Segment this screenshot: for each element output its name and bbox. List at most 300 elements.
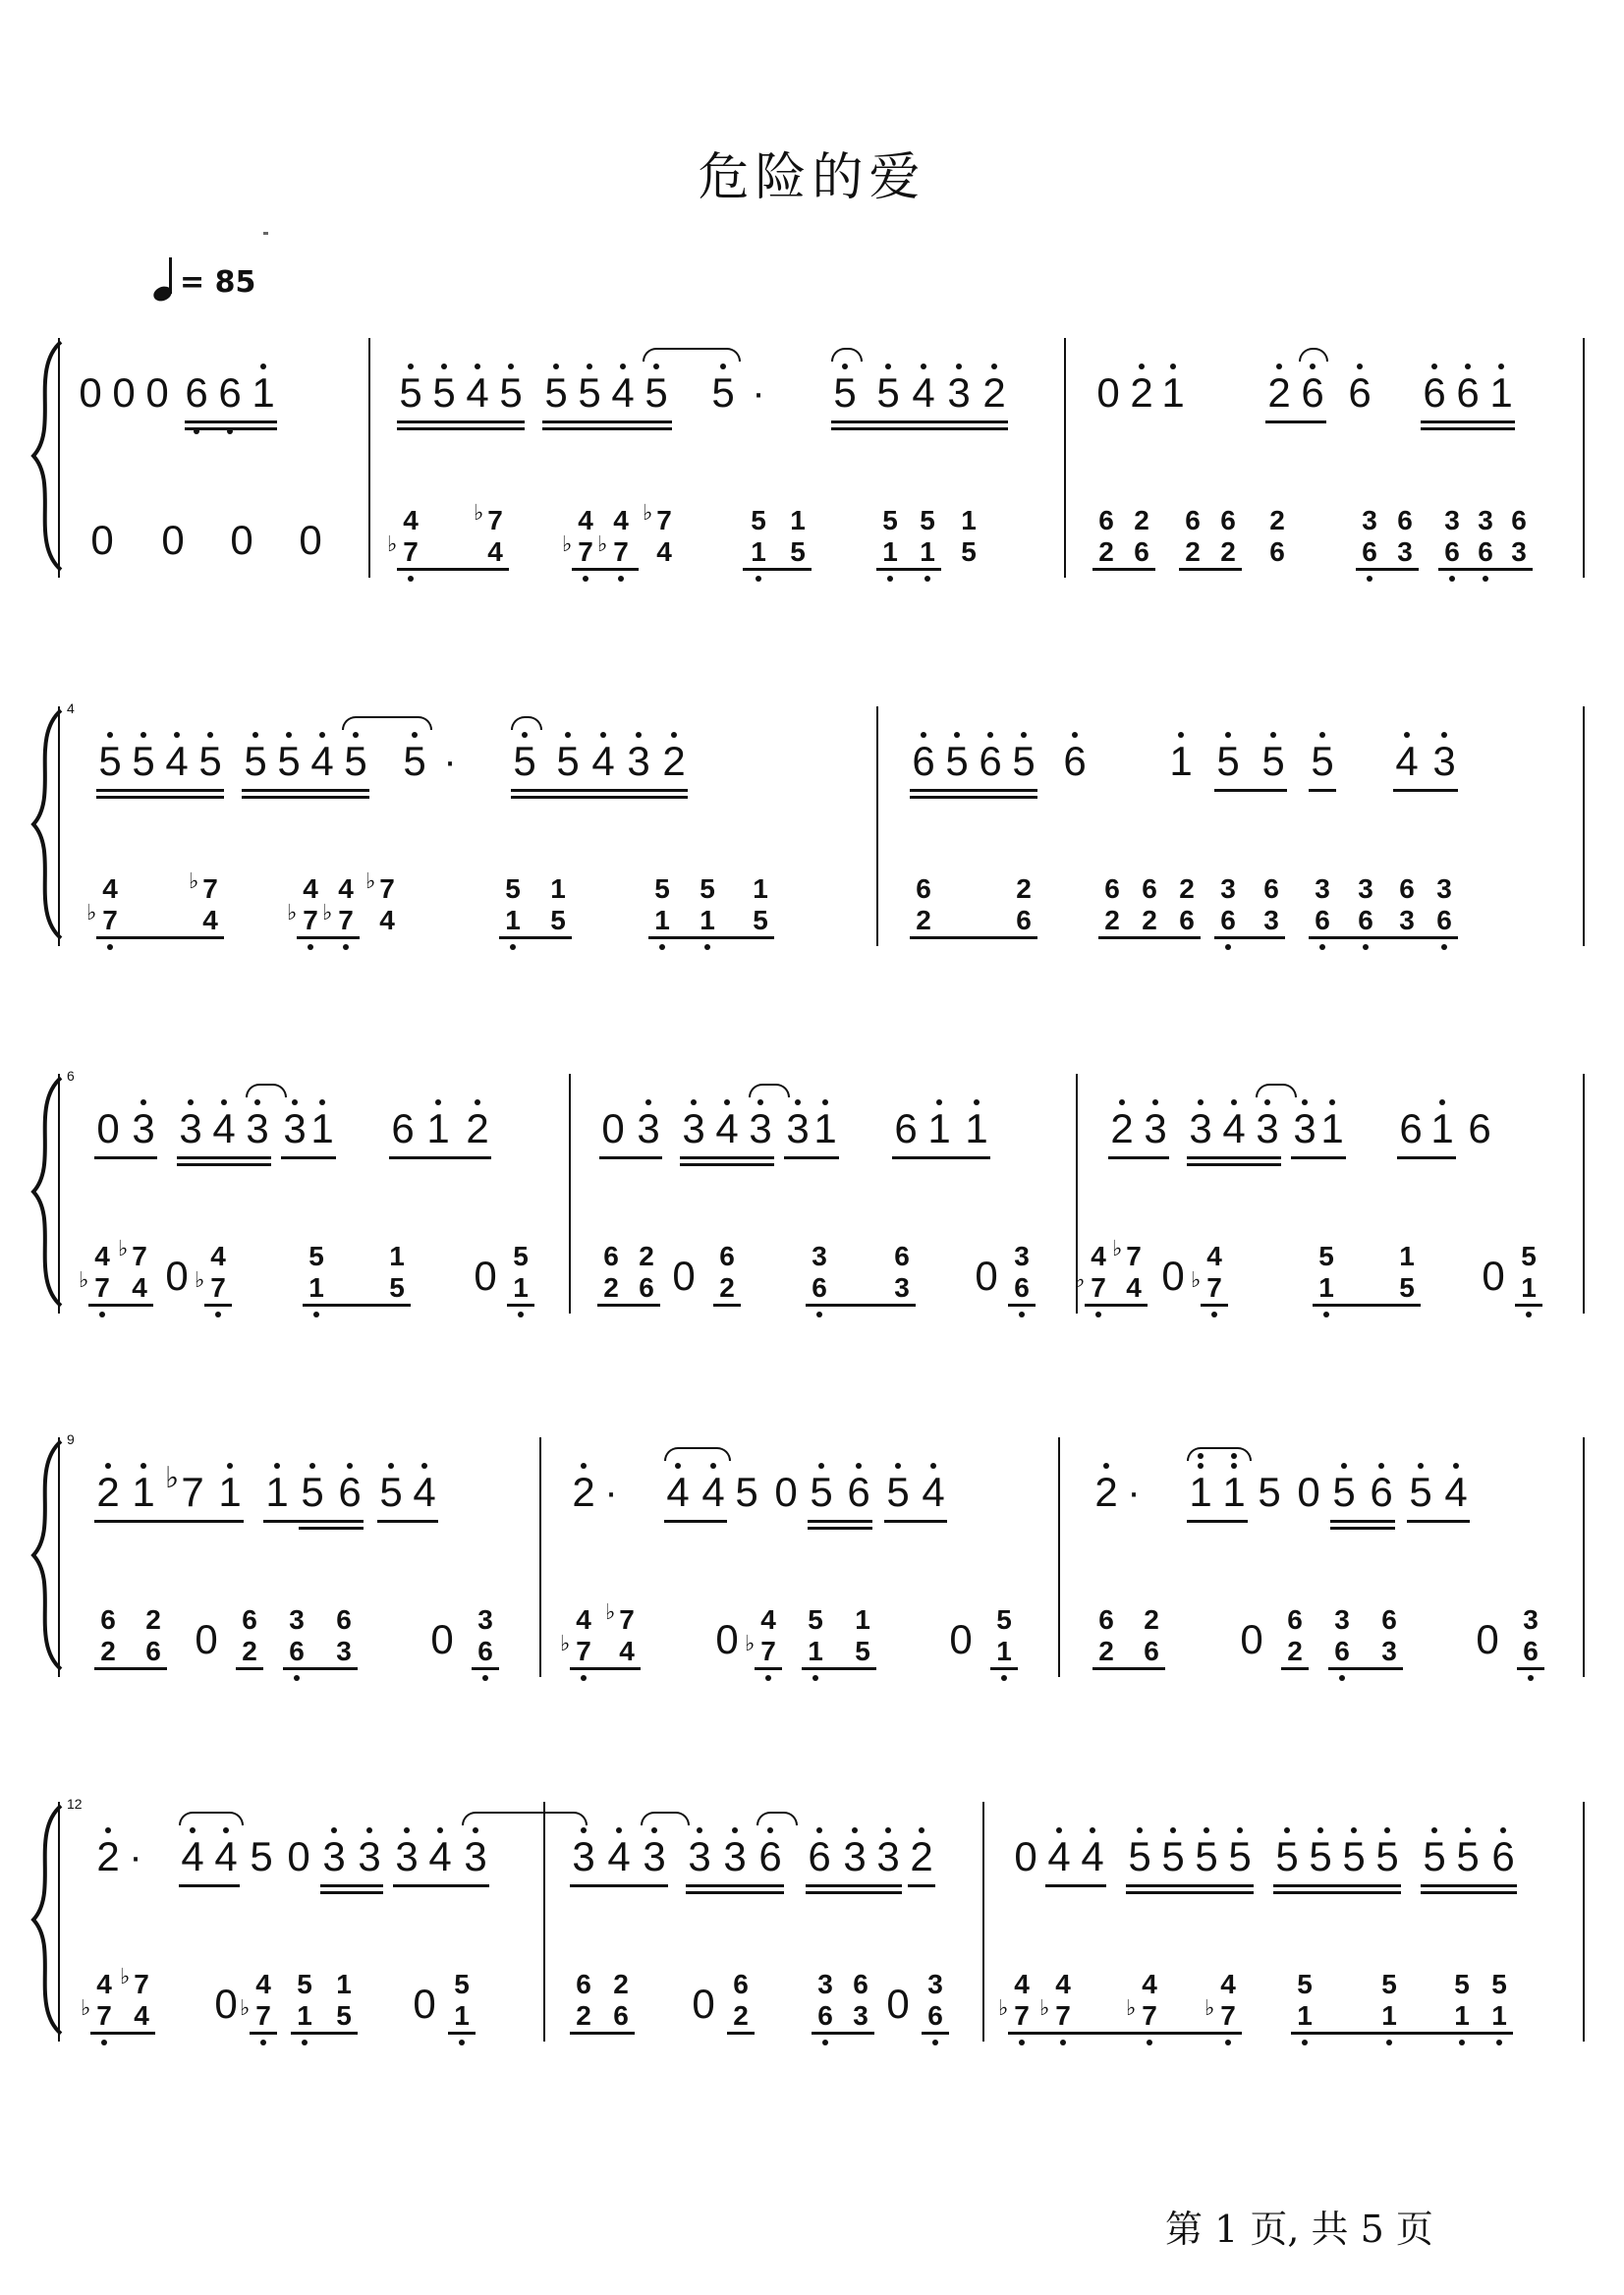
- beam-line: [499, 936, 572, 939]
- beam-line: [320, 1891, 383, 1894]
- chord-note-upper: 6: [853, 1969, 868, 1999]
- note-digit: 5: [297, 1469, 328, 1516]
- beam-line: [831, 420, 1008, 423]
- chord-note-upper: 5: [882, 505, 898, 535]
- note-digit: 1: [248, 369, 279, 417]
- beam-line: [94, 1667, 167, 1670]
- note-digit: 4: [607, 369, 639, 417]
- chord-note-lower: 7 ♭: [204, 1272, 232, 1304]
- beam-line: [1438, 568, 1533, 571]
- octave-dot-below: [302, 2040, 308, 2045]
- beam-line: [448, 2032, 476, 2035]
- note-digit: 5: [340, 738, 371, 785]
- flat-sign: ♭: [1075, 1267, 1086, 1293]
- note-digit: 5: [1338, 1833, 1370, 1880]
- chord-note-lower: 7 ♭: [1049, 2000, 1077, 2032]
- chord-note-lower: 2: [576, 2000, 591, 2031]
- octave-dot-above: [930, 1463, 936, 1469]
- chord-stack: [1138, 1604, 1165, 1667]
- octave-dot-above: [620, 364, 626, 369]
- beam-line: [1126, 1884, 1254, 1887]
- chord-note-lower: 1: [745, 536, 772, 568]
- flat-sign: ♭: [1191, 1267, 1202, 1293]
- score-system: [0, 1429, 1624, 1695]
- chord-stack: [1505, 505, 1533, 568]
- chord-note-upper: 1: [336, 1969, 352, 1999]
- flat-sign: ♭: [605, 1599, 616, 1625]
- score-system: [0, 330, 1624, 595]
- octave-dot-above: [1431, 364, 1437, 369]
- flat-sign: ♭: [240, 1995, 251, 2021]
- note-digit: 4: [1391, 738, 1423, 785]
- note-digit: 0: [1240, 1616, 1263, 1662]
- chord-note-lower: 2: [1185, 536, 1201, 567]
- note-digit: 1: [961, 1105, 992, 1152]
- chord-stack: [597, 1241, 625, 1304]
- beam-line: [831, 427, 1008, 430]
- chord-note-lower: 5: [790, 536, 806, 567]
- note-digit: 6: [391, 1105, 415, 1151]
- chord-note-upper: 1: [389, 1241, 405, 1271]
- note-digit: 0: [1014, 1833, 1037, 1879]
- note-digit: 3: [1140, 1105, 1171, 1152]
- note-digit: 6: [214, 369, 246, 417]
- brace-icon: [33, 1441, 61, 1669]
- octave-dot-above: [441, 364, 447, 369]
- beam-line: [179, 1884, 240, 1887]
- note-digit: 5: [872, 369, 904, 417]
- note-digit: 4: [1218, 1105, 1250, 1152]
- octave-dot-above: [553, 364, 559, 369]
- octave-dot-below: [1459, 2040, 1465, 2045]
- octave-dot-above: [1231, 1099, 1237, 1105]
- octave-dot-below: [1225, 944, 1231, 950]
- chord-note-lower: 7 ♭: [1214, 2000, 1242, 2032]
- octave-dot-above: [475, 1099, 480, 1105]
- flat-sign: ♭: [998, 1995, 1009, 2021]
- octave-dot-below: [1386, 2040, 1392, 2045]
- note-digit: 6: [1399, 1105, 1423, 1151]
- note-digit: 1: [1165, 738, 1197, 785]
- octave-dot-above: [991, 364, 997, 369]
- note-digit: 6: [755, 1833, 786, 1880]
- octave-dot-above: [581, 1463, 587, 1469]
- beam-line: [1421, 1891, 1517, 1894]
- chord-note-upper: 5: [700, 873, 715, 904]
- brace-icon: [33, 1078, 61, 1306]
- chord-note-upper: 7 ♭: [196, 873, 224, 905]
- flat-sign: ♭: [165, 1461, 180, 1495]
- chord-note-lower: 7 ♭: [332, 905, 360, 936]
- octave-dot-above: [1500, 1827, 1506, 1833]
- flat-sign: ♭: [189, 868, 199, 894]
- beam-line: [1008, 2032, 1242, 2035]
- chord-note-lower: 7 ♭: [397, 536, 424, 568]
- octave-dot-below: [1483, 576, 1488, 582]
- beam-line: [1421, 1884, 1517, 1887]
- note-digit: 6: [1468, 1105, 1491, 1151]
- chord-note-lower: 6: [1352, 905, 1379, 936]
- note-digit: 3: [1185, 1105, 1216, 1152]
- chord-note-lower: 7 ♭: [755, 1636, 782, 1667]
- chord-note-lower: 1: [499, 905, 527, 936]
- chord-stack: [1328, 1604, 1356, 1667]
- chord-note-lower: 4: [202, 905, 218, 935]
- octave-dot-above: [319, 1099, 325, 1105]
- tempo-value: = 85: [180, 265, 256, 300]
- chord-note-lower: 6: [1517, 1636, 1544, 1667]
- chord-note-lower: 2: [603, 1272, 619, 1303]
- note-digit: 3: [242, 1105, 273, 1152]
- note-digit: 5: [94, 738, 126, 785]
- chord-note-upper: 4: [338, 873, 354, 904]
- chord-stack: [560, 1604, 597, 1667]
- chord-stack: [1126, 1969, 1163, 2032]
- note-digit: 4: [662, 1469, 694, 1516]
- note-digit: 4: [424, 1833, 456, 1880]
- note-digit: 4: [161, 738, 193, 785]
- chord-note-lower: 6: [806, 1272, 833, 1304]
- chord-note-lower: 7 ♭: [250, 2000, 277, 2032]
- beam-line: [570, 2032, 635, 2035]
- note-digit: 2: [906, 1833, 937, 1880]
- note-digit: 2: [1126, 369, 1157, 417]
- beam-line: [1273, 1891, 1401, 1894]
- chord-note-upper: 4: [1206, 1241, 1222, 1271]
- augmentation-dot: ·: [752, 371, 765, 415]
- chord-note-upper: 4: [255, 1969, 271, 1999]
- beam-line: [680, 1156, 774, 1159]
- note-digit: 5: [1258, 1469, 1281, 1515]
- note-digit: 0: [672, 1253, 696, 1299]
- beam-line: [1179, 568, 1242, 571]
- note-digit: 5: [1271, 1833, 1303, 1880]
- chord-note-lower: 2: [1098, 536, 1114, 567]
- chord-note-upper: 3: [1478, 505, 1493, 535]
- chord-stack: [1352, 873, 1379, 936]
- chord-stack: [747, 873, 774, 936]
- beam-line: [1517, 1667, 1544, 1670]
- note-digit: 4: [307, 738, 338, 785]
- chord-stack: [383, 1241, 411, 1304]
- beam-line: [806, 1891, 902, 1894]
- octave-dot-above: [767, 1827, 773, 1833]
- note-digit: 5: [1191, 1833, 1222, 1880]
- octave-dot-above: [388, 1463, 394, 1469]
- note-digit: 5: [509, 738, 540, 785]
- note-digit: 5: [1124, 1833, 1155, 1880]
- beam-line: [511, 796, 688, 799]
- chord-stack: [1258, 873, 1285, 936]
- note-digit: 5: [273, 738, 305, 785]
- octave-dot-above: [475, 364, 480, 369]
- chord-note-upper: 4: [96, 1969, 112, 1999]
- octave-dot-above: [188, 1099, 194, 1105]
- octave-dot-above: [412, 732, 418, 738]
- beam-line: [236, 1667, 263, 1670]
- beam-line: [291, 2032, 358, 2035]
- chord-note-lower: 6: [613, 2000, 629, 2031]
- octave-dot-above: [1453, 1463, 1459, 1469]
- octave-dot-above: [987, 732, 993, 738]
- flat-sign: ♭: [562, 532, 573, 557]
- octave-dot-above: [1404, 732, 1410, 738]
- beam-line: [96, 796, 224, 799]
- octave-dot-above: [919, 1827, 924, 1833]
- chord-stack: [1485, 1969, 1513, 2032]
- octave-dot-above: [1021, 732, 1027, 738]
- tie-arc: [342, 716, 432, 730]
- octave-dot-above: [1170, 364, 1176, 369]
- tempo-tick: [263, 232, 268, 235]
- note-digit: 4: [1043, 1833, 1075, 1880]
- chord-stack: [1179, 505, 1206, 568]
- chord-stack: [79, 1241, 116, 1304]
- note-digit: 4: [918, 1469, 949, 1516]
- octave-dot-above: [1357, 364, 1363, 369]
- chord-note-lower: 1: [876, 536, 904, 568]
- tie-arc: [664, 1447, 731, 1461]
- note-digit: 4: [711, 1105, 743, 1152]
- octave-dot-above: [1341, 1463, 1347, 1469]
- chord-stack: [118, 1236, 153, 1304]
- augmentation-dot: ·: [129, 1835, 142, 1878]
- note-digit: 5: [540, 369, 572, 417]
- chord-note-upper: 4: [576, 1604, 591, 1635]
- tie-arc: [641, 1812, 690, 1825]
- chord-stack: [990, 1604, 1018, 1667]
- beam-line: [1045, 1884, 1106, 1887]
- chord-stack: [998, 1969, 1036, 2032]
- octave-dot-below: [1001, 1675, 1007, 1681]
- octave-dot-below: [765, 1675, 771, 1681]
- note-digit: 5: [1307, 738, 1338, 785]
- chord-stack: [1092, 505, 1120, 568]
- beam-line: [876, 568, 941, 571]
- chord-note-upper: 5: [1454, 1969, 1470, 1999]
- chord-note-upper: 5: [505, 873, 521, 904]
- note-digit: 3: [318, 1833, 350, 1880]
- chord-stack: [387, 505, 424, 568]
- octave-dot-above: [105, 1827, 111, 1833]
- chord-note-upper: 3: [812, 1241, 827, 1271]
- octave-dot-above: [1319, 732, 1325, 738]
- beam-line: [1187, 1163, 1281, 1166]
- note-digit: 6: [181, 369, 212, 417]
- octave-dot-above: [1418, 1463, 1424, 1469]
- note-digit: 5: [428, 369, 460, 417]
- chord-note-lower: 6: [145, 1636, 161, 1666]
- beam-line: [1309, 789, 1336, 792]
- octave-dot-above: [274, 1463, 280, 1469]
- chord-note-upper: 5: [996, 1604, 1012, 1635]
- chord-note-upper: 2: [145, 1604, 161, 1635]
- chord-note-upper: 5: [454, 1969, 470, 1999]
- chord-note-lower: 4: [619, 1636, 635, 1666]
- chord-note-upper: 5: [751, 505, 766, 535]
- beam-line: [1085, 1304, 1148, 1307]
- note-digit: 3: [678, 1105, 709, 1152]
- augmentation-dot: ·: [1127, 1471, 1141, 1514]
- chord-stack: [605, 1599, 641, 1667]
- octave-dot-above: [1317, 1827, 1323, 1833]
- chord-note-upper: 3: [1362, 505, 1377, 535]
- chord-stack: [597, 505, 635, 568]
- octave-dot-above: [885, 364, 891, 369]
- octave-dot-above: [140, 1463, 146, 1469]
- flat-sign: ♭: [322, 900, 333, 925]
- beam-line: [806, 1884, 902, 1887]
- chord-note-lower: 3: [1399, 905, 1415, 935]
- note-digit: 0: [145, 369, 169, 416]
- octave-dot-above: [1198, 1099, 1204, 1105]
- note-digit: 5: [941, 738, 973, 785]
- chord-note-upper: 6: [894, 1241, 910, 1271]
- chord-note-lower: 1: [507, 1272, 534, 1304]
- chord-note-upper: 6: [1287, 1604, 1303, 1635]
- beam-line: [397, 568, 509, 571]
- octave-dot-below: [215, 1312, 221, 1317]
- octave-dot-above: [1441, 732, 1447, 738]
- chord-note-upper: 7 ♭: [373, 873, 401, 905]
- chord-note-upper: 6: [1220, 505, 1236, 535]
- chord-stack: [713, 1241, 741, 1304]
- octave-dot-above: [636, 732, 642, 738]
- note-digit: 0: [96, 1105, 120, 1151]
- tie-arc: [749, 1084, 790, 1097]
- chord-stack: [1517, 1604, 1544, 1667]
- chord-note-upper: 7 ♭: [613, 1604, 641, 1636]
- note-digit: 1: [128, 1469, 159, 1516]
- beam-line: [755, 1667, 782, 1670]
- chord-note-lower: 7 ♭: [1008, 2000, 1036, 2032]
- octave-dot-above: [1378, 1463, 1384, 1469]
- chord-note-lower: 2: [719, 1272, 735, 1303]
- page-footer: 第 1 页, 共 5 页: [1165, 2208, 1433, 2251]
- chord-stack: [888, 1241, 916, 1304]
- octave-dot-above: [366, 1827, 372, 1833]
- note-digit: 0: [774, 1469, 798, 1515]
- beam-line: [1515, 1304, 1542, 1307]
- octave-dot-below: [1449, 576, 1455, 582]
- chord-note-lower: 6: [283, 1636, 310, 1667]
- chord-note-upper: 4: [403, 505, 419, 535]
- beam-line: [377, 1520, 438, 1523]
- note-digit: 3: [684, 1833, 715, 1880]
- octave-dot-below: [1302, 2040, 1308, 2045]
- chord-note-upper: 3: [477, 1604, 493, 1635]
- note-digit: 0: [90, 517, 114, 563]
- octave-dot-below: [583, 576, 588, 582]
- chord-note-upper: 4: [303, 873, 318, 904]
- chord-note-upper: 5: [513, 1241, 529, 1271]
- chord-stack: [365, 868, 401, 936]
- chord-note-upper: 5: [1521, 1241, 1537, 1271]
- chord-stack: [81, 1969, 118, 2032]
- note-digit: 5: [574, 369, 605, 417]
- chord-note-lower: 2: [1104, 905, 1120, 935]
- beam-line: [1108, 1156, 1169, 1159]
- note-digit: 0: [1096, 369, 1120, 416]
- note-digit: 3: [354, 1833, 385, 1880]
- note-digit: 0: [413, 1981, 436, 2027]
- chord-note-lower: 6: [1179, 905, 1195, 935]
- beam-line: [397, 420, 525, 423]
- octave-dot-above: [319, 732, 325, 738]
- chord-note-upper: 5: [297, 1969, 312, 1999]
- beam-line: [908, 1884, 935, 1887]
- chord-note-upper: 1: [753, 873, 768, 904]
- note-digit: 1: [1485, 369, 1517, 417]
- note-digit: 3: [568, 1833, 599, 1880]
- beam-line: [511, 789, 688, 792]
- beam-line: [1092, 1667, 1165, 1670]
- chord-note-lower: 2: [1142, 905, 1157, 935]
- flat-sign: ♭: [597, 532, 608, 557]
- octave-dot-above: [408, 364, 414, 369]
- chord-note-upper: 5: [1491, 1969, 1507, 1999]
- chord-stack: [1098, 873, 1126, 936]
- note-digit: 6: [975, 738, 1006, 785]
- note-digit: 5: [1372, 1833, 1403, 1880]
- chord-note-upper: 1: [961, 505, 977, 535]
- note-digit: 4: [588, 738, 619, 785]
- chord-stack: [1092, 1604, 1120, 1667]
- octave-dot-above: [671, 732, 677, 738]
- chord-note-upper: 5: [1297, 1969, 1313, 1999]
- chord-note-lower: 2: [733, 2000, 749, 2031]
- chord-note-upper: 4: [1091, 1241, 1106, 1271]
- note-digit: 0: [79, 369, 102, 416]
- chord-note-lower: 1: [1485, 2000, 1513, 2032]
- note-digit: 3: [872, 1833, 904, 1880]
- chord-note-upper: 4: [613, 505, 629, 535]
- beam-line: [542, 427, 672, 430]
- chord-stack: [643, 500, 678, 568]
- chord-stack: [745, 1604, 782, 1667]
- octave-dot-below: [659, 944, 665, 950]
- note-digit: 6: [1487, 1833, 1519, 1880]
- note-digit: 6: [1344, 369, 1375, 417]
- note-digit: 0: [161, 517, 185, 563]
- note-digit: 3: [128, 1105, 159, 1152]
- octave-dot-above: [600, 732, 606, 738]
- octave-dot-above: [1103, 1463, 1109, 1469]
- chord-note-upper: 2: [639, 1241, 654, 1271]
- note-digit: 3: [279, 1105, 310, 1152]
- chord-note-lower: 5: [855, 1636, 870, 1666]
- beam-line: [1313, 1304, 1421, 1307]
- note-digit: 4: [603, 1833, 635, 1880]
- note-digit: 3: [943, 369, 975, 417]
- octave-dot-above: [822, 1099, 828, 1105]
- octave-dot-above: [1072, 732, 1078, 738]
- octave-dot-above: [207, 732, 213, 738]
- octave-dot-above: [1284, 1827, 1290, 1833]
- chord-stack: [955, 505, 982, 568]
- octave-dot-above: [404, 1827, 410, 1833]
- octave-dot-below: [1528, 1675, 1534, 1681]
- chord-note-upper: 1: [1399, 1241, 1415, 1271]
- octave-dot-above: [1139, 364, 1145, 369]
- note-digit: 6: [1419, 369, 1450, 417]
- chord-note-lower: 1: [291, 2000, 318, 2032]
- chord-note-lower: 4: [1126, 1272, 1142, 1303]
- chord-note-upper: 4: [1014, 1969, 1030, 1999]
- chord-note-upper: 3: [1523, 1604, 1539, 1635]
- beam-line: [185, 420, 277, 423]
- flat-sign: ♭: [118, 1236, 129, 1261]
